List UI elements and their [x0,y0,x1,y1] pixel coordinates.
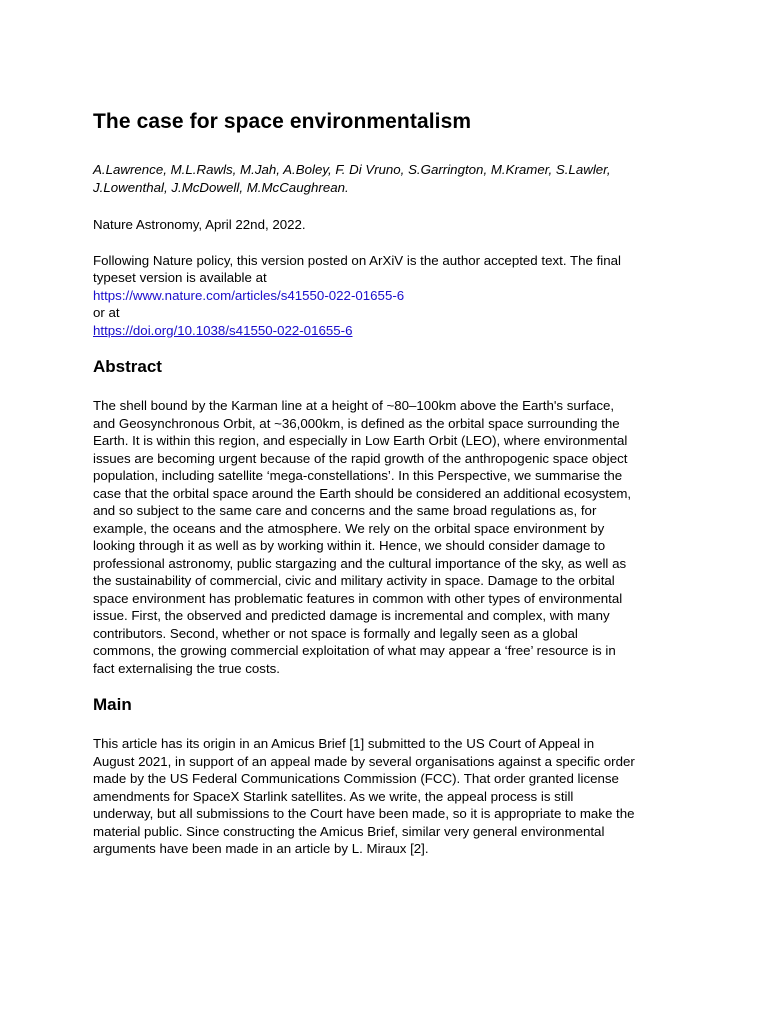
abstract-line: fact externalising the true costs. [93,660,280,676]
or-at-text: or at [93,305,120,320]
nature-article-link[interactable]: https://www.nature.com/articles/s41550-022-01655-6 [93,287,405,303]
paper-page [93,108,683,858]
abstract-line: the sustainability of commercial, civic and military activity in space. Damage to the orbital [93,573,615,588]
main-line: underway, but all submissions to the Court have been made, so it is appropriate to make the [93,806,635,821]
policy-line: Following Nature policy, this version posted on ArXiV is the author accepted text. The final [93,252,621,268]
abstract-line: professional astronomy, public stargazing and the cultural importance of the sky, as well as [93,555,627,571]
abstract-line: population, including satellite ‘mega-constellations’. In this Perspective, we summarise the [93,468,623,483]
main-paragraph [93,735,683,858]
abstract-line: example, the oceans and the atmosphere. We rely on the orbital space environment by [93,520,605,536]
abstract-line: commons, the growing commercial exploitation of what may appear a ‘free’ resource is in [93,643,616,658]
main-line: arguments have been made in an article by L. Miraux [2]. [93,841,429,856]
main-line: material public. Since constructing the Amicus Brief, similar very general environmental [93,823,605,839]
paper-title: The case for space environmentalism [93,110,472,133]
main-line: amendments for SpaceX Starlink satellites. As we write, the appeal process is still [93,788,574,804]
abstract-line: looking through it as well as by working within it. Hence, we should consider damage to [93,538,606,553]
abstract-line: issue. First, the observed and predicted damage is incremental and complex, with many [93,608,610,623]
abstract-heading: Abstract [93,357,162,376]
main-line: August 2021, in support of an appeal made by several organisations against a specific order [93,753,635,769]
main-heading: Main [93,695,132,714]
publication-venue: Nature Astronomy, April 22nd, 2022. [93,217,306,232]
doi-link[interactable]: https://doi.org/10.1038/s41550-022-01655-6 [93,322,353,338]
author-list [93,161,683,196]
abstract-line: and Geosynchronous Orbit, at ~36,000km, is defined as the orbital space surrounding the [93,415,620,431]
policy-note [93,252,683,340]
abstract-line: space environment has problematic features in common with other types of environmental [93,590,623,606]
abstract-line: The shell bound by the Karman line at a height of ~80–100km above the Earth's surface, [93,398,615,413]
author-line: J.Lowenthal, J.McDowell, M.McCaughrean. [93,179,349,195]
abstract-paragraph [93,397,683,677]
abstract-line: Earth. It is within this region, and especially in Low Earth Orbit (LEO), where environmental [93,433,628,448]
abstract-line: and so subject to the same care and concerns and the same broad regulations as, for [93,503,597,518]
abstract-line: case that the orbital space around the Earth should be considered an additional ecosystem, [93,485,632,501]
main-line: made by the US Federal Communications Commission (FCC). That order granted license [93,771,619,786]
abstract-line: issues are becoming urgent because of the rapid growth of the anthropogenic space object [93,450,628,466]
main-line: This article has its origin in an Amicus Brief [1] submitted to the US Court of Appeal in [93,736,595,751]
abstract-line: contributors. Second, whether or not space is formally and legally seen as a global [93,625,578,641]
author-line: A.Lawrence, M.L.Rawls, M.Jah, A.Boley, F. Di Vruno, S.Garrington, M.Kramer, S.Lawler, [93,162,611,177]
policy-line: typeset version is available at [93,270,267,285]
